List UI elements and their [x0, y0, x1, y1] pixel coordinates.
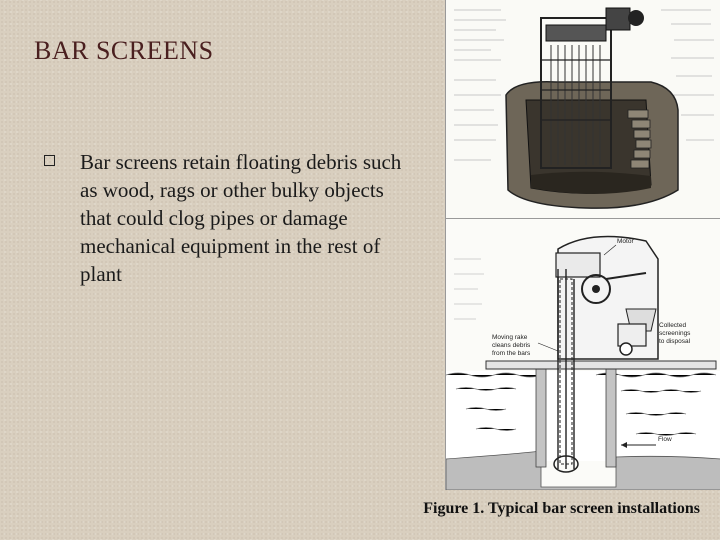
- hollow-square-bullet-icon: [44, 155, 55, 166]
- slide-title: BAR SCREENS: [34, 36, 214, 65]
- bullet-item: [44, 148, 404, 288]
- flow-label: Flow: [658, 436, 672, 443]
- bullet-text: Bar screens retain floating debris such as wood, rags or other bulky objects that could clog pipes or damage mechanical equipment in the rest of plant: [80, 150, 402, 286]
- collected-screenings-label: Collected screenings to disposal: [659, 322, 691, 345]
- moving-rake-label: Moving rake cleans debris from the bars: [492, 334, 531, 357]
- mechanical-bar-screen-illustration: [445, 219, 720, 490]
- motor-label: Motor: [617, 238, 634, 245]
- bar-screen-chamber-illustration: [445, 0, 720, 219]
- figure-caption: Figure 1. Typical bar screen installations: [423, 500, 700, 517]
